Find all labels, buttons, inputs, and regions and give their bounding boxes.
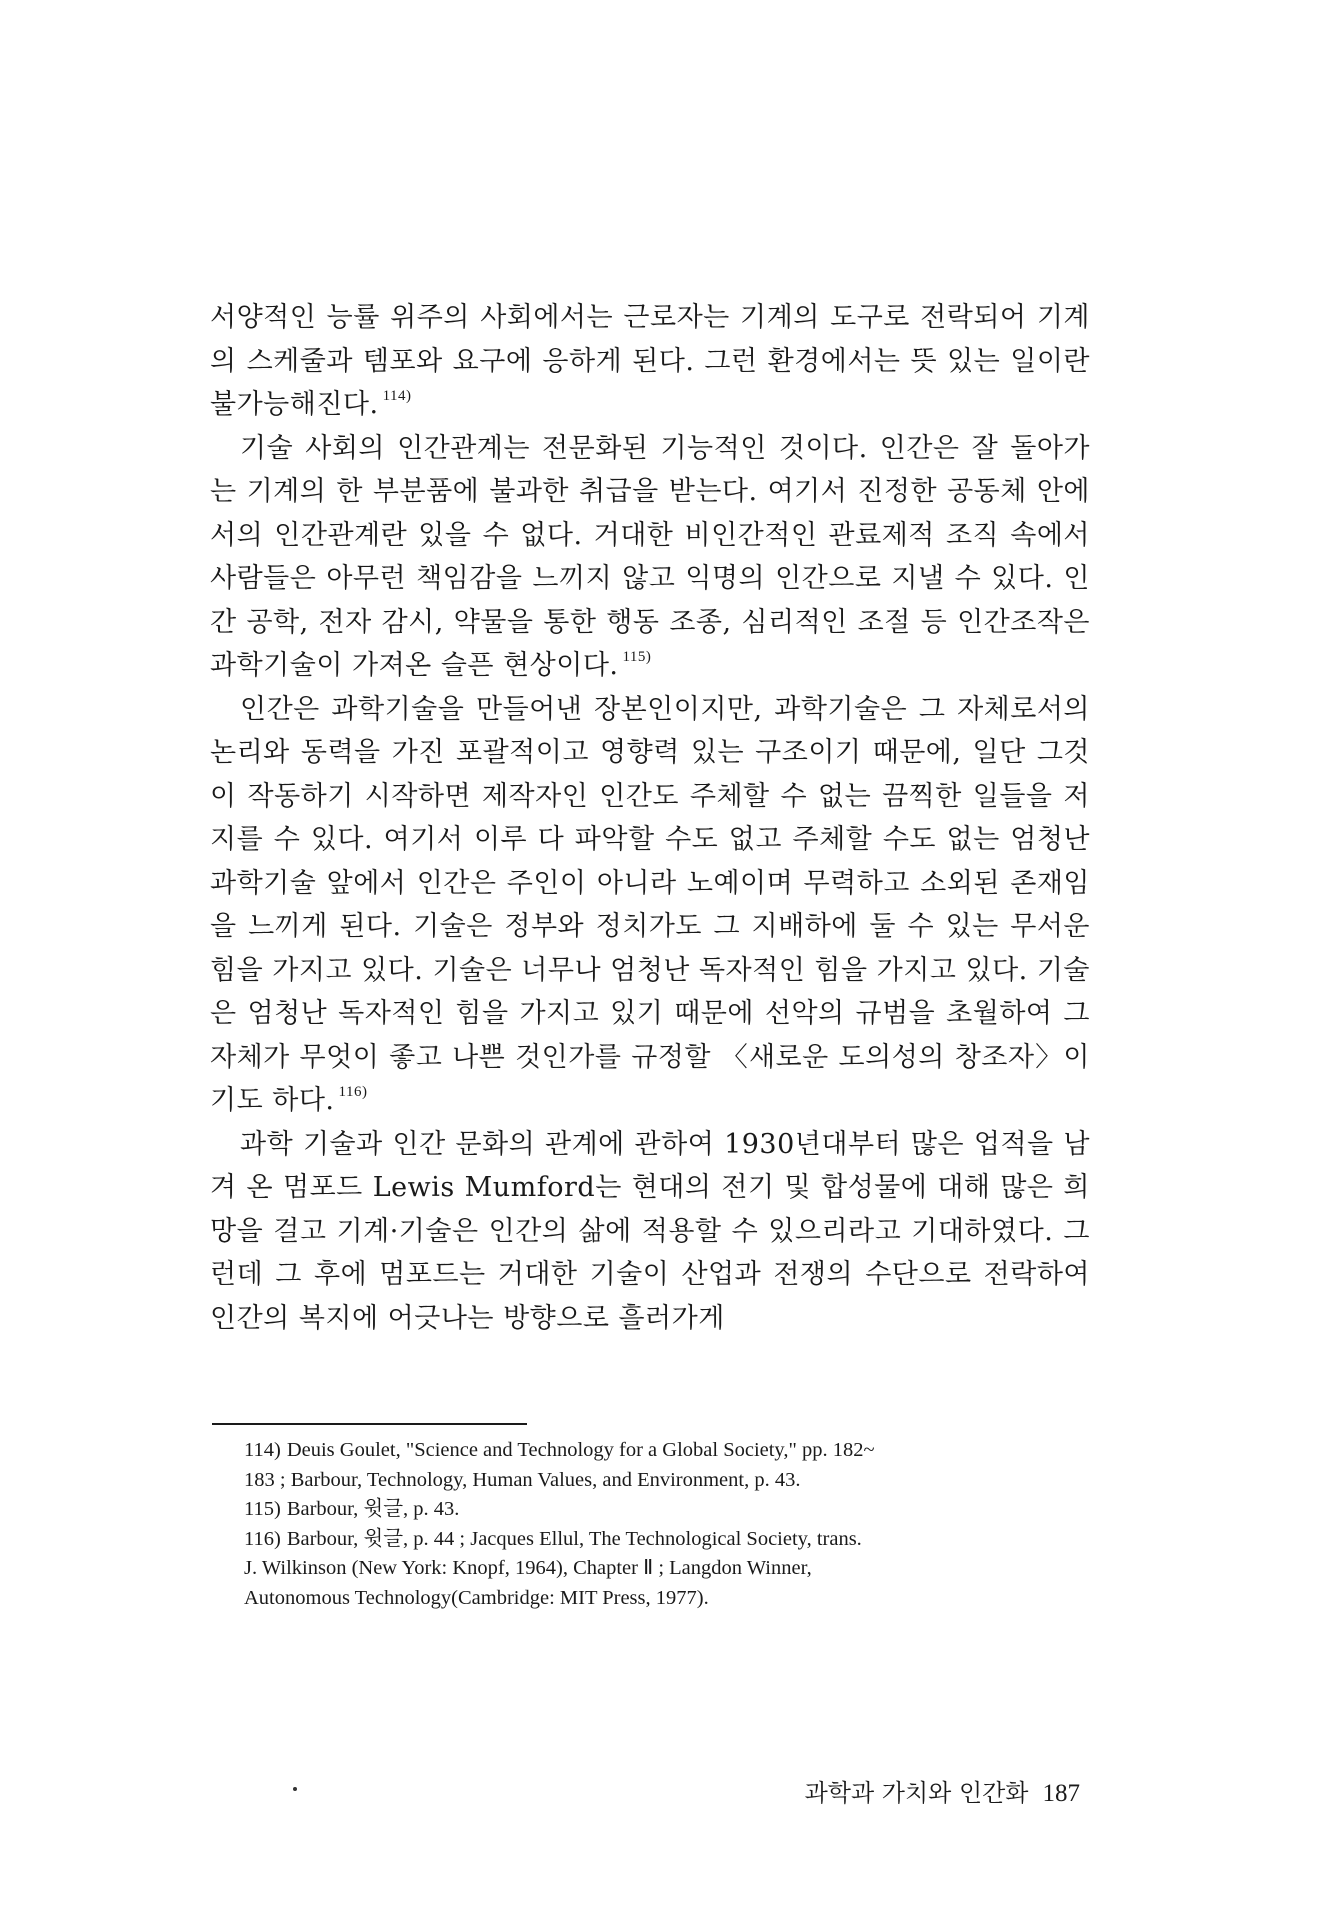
footnote-line: Autonomous Technology(Cambridge: MIT Press, 1977). <box>244 1586 709 1609</box>
paragraph-text: 기술 사회의 인간관계는 전문화된 기능적인 것이다. 인간은 잘 돌아가는 기계의 한 부분품에 불과한 취급을 받는다. 여기서 진정한 공동체 안에서의 인간관계란 있을 수 없다. 거대한 비인간적인 관료제적 조직 속에서 사람들은 아무런 책임감을 느끼지 않고 익명의 인간으로 지낼 수 있다. 인간 공학, 전자 감시, 약물을 통한 행동 조종, 심리적인 조절 등 인간조작은 과학기술이 가져온 슬픈 현상이다. <box>210 432 1090 681</box>
footnote-line: 183 ; Barbour, Technology, Human Values, and Environment, p. 43. <box>244 1468 801 1491</box>
paragraph <box>210 1123 1090 1341</box>
print-dot-mark <box>293 1787 297 1791</box>
footnote-reference: 116) <box>338 1084 368 1100</box>
paragraph-text: 인간은 과학기술을 만들어낸 장본인이지만, 과학기술은 그 자체로서의 논리와 동력을 가진 포괄적이고 영향력 있는 구조이기 때문에, 일단 그것이 작동하기 시작하면 제작자인 인간도 주체할 수 없는 끔찍한 일들을 저지를 수 있다. 여기서 이루 다 파악할 수도 없고 주체할 수도 없는 엄청난 과학기술 앞에서 인간은 주인이 아니라 노예이며 무력하고 소외된 존재임을 느끼게 된다. 기술은 정부와 정치가도 그 지배하에 둘 수 있는 무서운 힘을 가지고 있다. 기술은 너무나 엄청난 독자적인 힘을 가지고 있다. 기술은 엄청난 독자적인 힘을 가지고 있기 때문에 선악의 규범을 초월하여 그 자체가 무엇이 좋고 나쁜 것인가를 규정할 〈새로운 도의성의 창조자〉이기도 하다. <box>210 693 1090 1116</box>
paragraph-text: 과학 기술과 인간 문화의 관계에 관하여 1930년대부터 많은 업적을 남겨 온 멈포드 Lewis Mumford는 현대의 전기 및 합성물에 대해 많은 희망을 걸고 기계·기술은 인간의 삶에 적용할 수 있으리라고 기대하였다. 그런데 그 후에 멈포드는 거대한 기술이 산업과 전쟁의 수단으로 전락하여 인간의 복지에 어긋나는 방향으로 흘러가게 <box>210 1128 1090 1334</box>
footnote-divider <box>212 1423 527 1425</box>
footnote-number: 115) <box>244 1498 281 1520</box>
page-footer <box>700 1773 1080 1808</box>
footnote-text: Deuis Goulet, "Science and Technology for a Global Society," pp. 182~ <box>286 1439 875 1461</box>
paragraph <box>210 296 1090 427</box>
footnote-115 <box>244 1495 1084 1525</box>
paragraph-text: 서양적인 능률 위주의 사회에서는 근로자는 기계의 도구로 전락되어 기계의 스케줄과 템포와 요구에 응하게 된다. 그런 환경에서는 뜻 있는 일이란 불가능해진다. <box>210 302 1090 420</box>
footnote-reference: 114) <box>382 388 412 404</box>
footnote-number: 114) <box>244 1439 281 1461</box>
footnote-number: 116) <box>244 1527 281 1550</box>
footnote-line <box>244 1495 1084 1525</box>
footnote-114 <box>244 1436 1084 1495</box>
paragraph <box>210 688 1090 1123</box>
running-title: 과학과 가치와 인간화 <box>804 1779 1029 1807</box>
footnote-line <box>244 1525 1084 1555</box>
footnote-line <box>244 1436 1084 1466</box>
footnote-text: Barbour, 윗글, p. 43. <box>286 1498 460 1520</box>
page-number: 187 <box>1042 1780 1080 1807</box>
footnote-116 <box>244 1525 1084 1614</box>
footnotes <box>244 1436 1084 1613</box>
footnote-text: Barbour, 윗글, p. 44 ; Jacques Ellul, The Technological Society, trans. <box>286 1527 862 1550</box>
paragraph <box>210 427 1090 688</box>
footnote-line: J. Wilkinson (New York: Knopf, 1964), Chapter Ⅱ ; Langdon Winner, <box>244 1557 812 1579</box>
footnote-reference: 115) <box>622 649 652 665</box>
main-text <box>210 296 1090 1340</box>
